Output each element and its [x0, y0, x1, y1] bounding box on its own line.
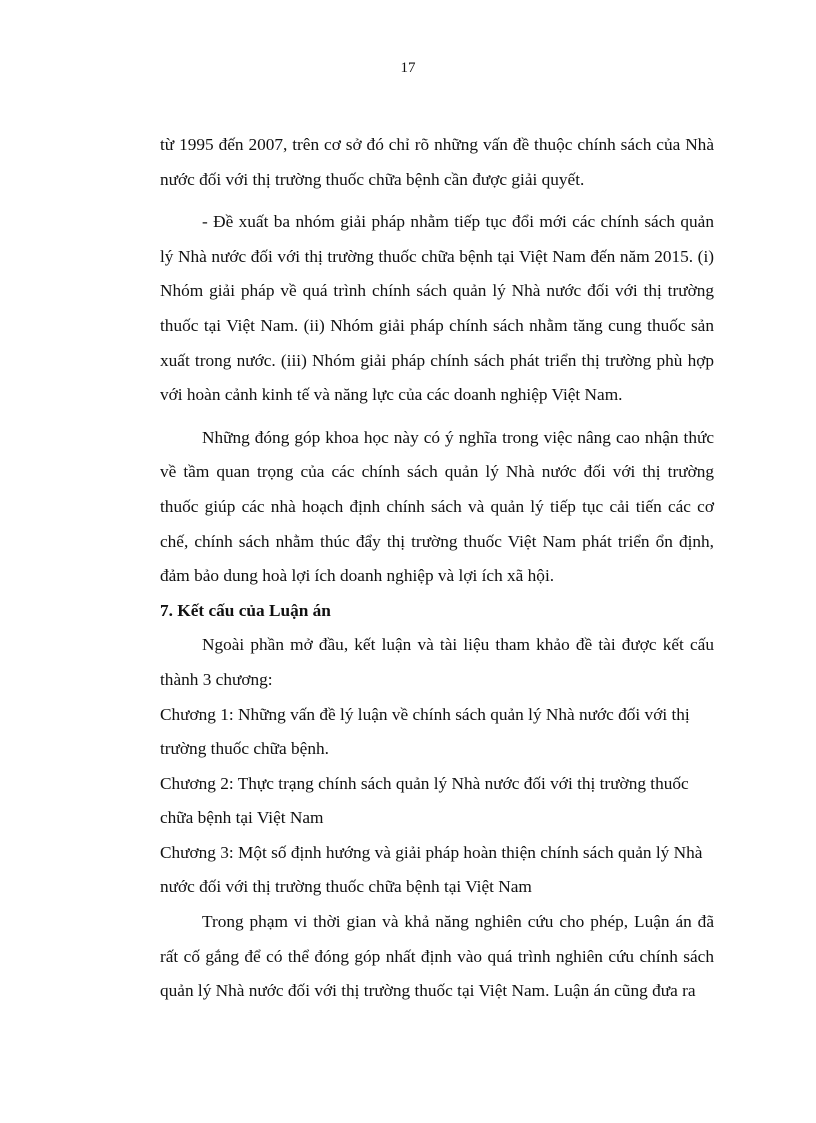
- chapter-item: Chương 1: Những vấn đề lý luận về chính sách quản lý Nhà nước đối với thị trường thuốc chữa bệnh.: [160, 704, 690, 759]
- section-intro: Ngoài phần mở đầu, kết luận và tài liệu tham khảo đề tài được kết cấu thành 3 chương:: [160, 635, 714, 689]
- paragraph-contributions: Những đóng góp khoa học này có ý nghĩa trong việc nâng cao nhận thức về tầm quan trọng của các chính sách quản lý Nhà nước đối với thị trường thuốc giúp các nhà hoạch định chính sách và quản lý tiếp tục cải tiến các cơ chế, chính sách nhằm thúc đẩy thị trường thuốc Việt Nam phát triển ổn định, đảm bảo dung hoà lợi ích doanh nghiệp và lợi ích xã hội.: [160, 427, 714, 586]
- chapter-item: Chương 3: Một số định hướng và giải pháp hoàn thiện chính sách quản lý Nhà nước đối với thị trường thuốc chữa bệnh tại Việt Nam: [160, 842, 703, 897]
- section-heading: 7. Kết cấu của Luận án: [160, 600, 331, 620]
- paragraph-continuation: từ 1995 đến 2007, trên cơ sở đó chỉ rõ những vấn đề thuộc chính sách của Nhà nước đối với thị trường thuốc chữa bệnh cần được giải quyết.: [160, 135, 714, 189]
- chapter-item: Chương 2: Thực trạng chính sách quản lý Nhà nước đối với thị trường thuốc chữa bệnh tại Việt Nam: [160, 773, 689, 828]
- paragraph-closing: Trong phạm vi thời gian và khả năng nghiên cứu cho phép, Luận án đã rất cố gắng để có thể đóng góp nhất định vào quá trình nghiên cứu chính sách quản lý Nhà nước đối với thị trường thuốc tại Việt Nam. Luận án cũng đưa ra: [160, 912, 714, 1001]
- page-number: 17: [400, 60, 416, 76]
- document-body: [160, 128, 714, 1009]
- paragraph-solutions: - Đề xuất ba nhóm giải pháp nhằm tiếp tục đổi mới các chính sách quản lý Nhà nước đối với thị trường thuốc chữa bệnh tại Việt Nam đến năm 2015. (i) Nhóm giải pháp về quá trình chính sách quản lý Nhà nước đối với thị trường thuốc tại Việt Nam. (ii) Nhóm giải pháp chính sách nhằm tăng cung thuốc sản xuất trong nước. (iii) Nhóm giải pháp chính sách phát triển thị trường phù hợp với hoàn cảnh kinh tế và năng lực của các doanh nghiệp Việt Nam.: [160, 212, 714, 405]
